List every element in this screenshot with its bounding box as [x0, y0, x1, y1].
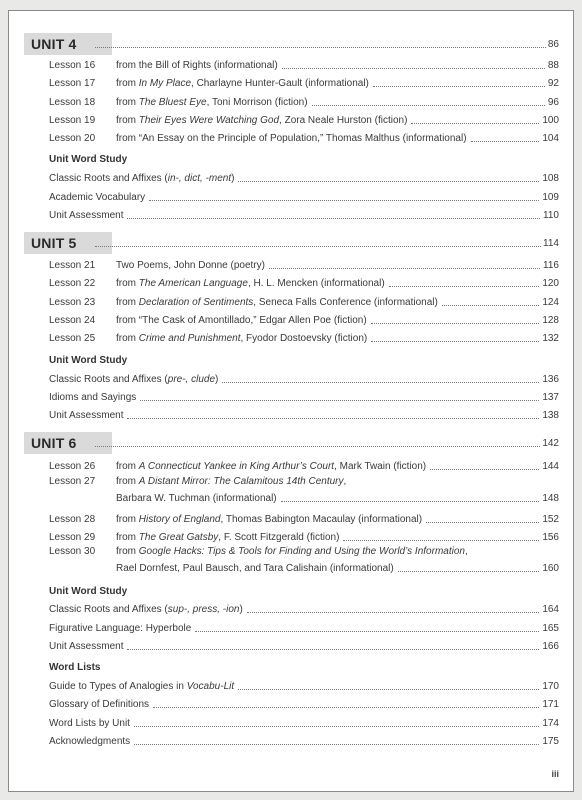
toc-entry-word-study: [49, 622, 559, 635]
lesson-title: from The Bluest Eye, Toni Morrison (fiction): [116, 97, 308, 108]
page-number: 92: [547, 78, 559, 89]
page-number: 152: [542, 514, 559, 525]
page-number: 120: [542, 278, 559, 289]
toc-entry-word-study: [49, 191, 559, 204]
entry-title: Idioms and Sayings: [49, 392, 137, 403]
unit-title: UNIT 5: [31, 235, 77, 251]
lesson-number: Lesson 22: [49, 278, 96, 289]
toc-entry-lesson-16: [49, 59, 559, 72]
entry-title: Unit Assessment: [49, 210, 124, 221]
page-number: 114: [543, 237, 559, 249]
page-number: 170: [542, 681, 559, 692]
dot-leader: [430, 469, 539, 470]
page-number: 175: [542, 736, 559, 747]
toc-entry-lesson-22: [49, 277, 559, 290]
toc-entry-lesson-24: [49, 314, 559, 327]
dot-leader: [471, 141, 540, 142]
entry-title: Word Lists by Unit: [49, 718, 130, 729]
dot-leader: [195, 631, 539, 632]
toc-page: [8, 10, 574, 792]
toc-entry-lesson-18: [49, 96, 559, 109]
entry-title: Classic Roots and Affixes (sup-, press, -ion): [49, 604, 243, 615]
dot-leader: [153, 707, 539, 708]
toc-entry-word-study: [49, 409, 559, 422]
toc-entry-word-study: [49, 391, 559, 404]
lesson-title: from “The Cask of Amontillado,” Edgar Allen Poe (fiction): [116, 315, 367, 326]
entry-title: Glossary of Definitions: [49, 699, 150, 710]
dot-leader: [134, 744, 539, 745]
dot-leader: [281, 501, 540, 502]
toc-entry-word-study: [49, 172, 559, 185]
lesson-title: from In My Place, Charlayne Hunter-Gault (informational): [116, 78, 369, 89]
unit-6-header: [24, 432, 559, 454]
dot-leader: [269, 268, 540, 269]
dot-leader: [282, 68, 545, 69]
toc-entry-lesson-30: [49, 546, 559, 575]
page-number: 171: [542, 699, 559, 710]
page-number: 148: [542, 493, 559, 504]
page-number: 156: [542, 532, 559, 543]
entry-title: Acknowledgments: [49, 736, 131, 747]
lesson-number: Lesson 30: [49, 546, 96, 557]
toc-entry-word-list: [49, 717, 559, 730]
dot-leader: [398, 571, 540, 572]
entry-title: Academic Vocabulary: [49, 192, 146, 203]
dot-leader: [389, 286, 540, 287]
page-number: 166: [542, 641, 559, 652]
dot-leader: [238, 181, 539, 182]
page-number: 96: [547, 97, 559, 108]
lesson-title-line-2: Barbara W. Tuchman (informational): [116, 493, 277, 504]
dot-leader: [343, 540, 539, 541]
page-number: 137: [542, 392, 559, 403]
page-number: 109: [542, 192, 559, 203]
entry-title: Classic Roots and Affixes (pre-, clude): [49, 374, 219, 385]
page-number: 165: [542, 623, 559, 634]
page-number: 174: [542, 718, 559, 729]
folio-page-number: iii: [551, 769, 559, 779]
lesson-title: from Declaration of Sentiments, Seneca Falls Conference (informational): [116, 297, 438, 308]
lesson-number: Lesson 27: [49, 476, 96, 487]
toc-entry-word-study: [49, 209, 559, 222]
toc-entry-lesson-20: [49, 132, 559, 145]
page-number: 88: [547, 60, 559, 71]
page-number: 110: [543, 210, 559, 221]
toc-entry-word-list: [49, 735, 559, 748]
page-number: 138: [542, 410, 559, 421]
page-number: 160: [542, 563, 559, 574]
toc-entry-lesson-29: [49, 531, 559, 544]
unit-5-header: [24, 232, 559, 254]
dot-leader: [140, 400, 539, 401]
toc-entry-lesson-19: [49, 114, 559, 127]
dot-leader: [127, 418, 539, 419]
lesson-title: from The American Language, H. L. Mencken (informational): [116, 278, 385, 289]
page-number: 86: [547, 38, 559, 50]
section-heading-word-study: Unit Word Study: [49, 586, 128, 597]
dot-leader: [134, 726, 539, 727]
lesson-title-line-1: from Google Hacks: Tips & Tools for Finding and Using the World’s Information,: [116, 546, 468, 557]
lesson-number: Lesson 19: [49, 115, 96, 126]
lesson-number: Lesson 29: [49, 532, 96, 543]
toc-entry-word-study: [49, 373, 559, 386]
page-number: 144: [542, 461, 559, 472]
lesson-title-line-1: from A Distant Mirror: The Calamitous 14th Century,: [116, 476, 347, 487]
lesson-title: from History of England, Thomas Babington Macaulay (informational): [116, 514, 423, 525]
toc-entry-word-list: [49, 680, 559, 693]
dot-leader: [373, 86, 545, 87]
unit-4-header: [24, 33, 559, 55]
dot-leader: [238, 689, 539, 690]
section-heading-word-lists: Word Lists: [49, 662, 101, 673]
lesson-number: Lesson 24: [49, 315, 96, 326]
toc-entry-lesson-23: [49, 296, 559, 309]
lesson-title: from Crime and Punishment, Fyodor Dostoevsky (fiction): [116, 333, 368, 344]
unit-title: UNIT 4: [31, 36, 77, 52]
toc-entry-lesson-26: [49, 460, 559, 473]
lesson-title: from The Great Gatsby, F. Scott Fitzgerald (fiction): [116, 532, 340, 543]
toc-entry-lesson-21: [49, 259, 559, 272]
dot-leader: [95, 446, 541, 447]
dot-leader: [222, 382, 539, 383]
entry-title: Guide to Types of Analogies in Vocabu-Lit: [49, 681, 235, 692]
page-number: 128: [542, 315, 559, 326]
dot-leader: [127, 649, 539, 650]
page-number: 116: [543, 260, 559, 271]
page-number: 142: [542, 437, 559, 449]
page-number: 132: [542, 333, 559, 344]
dot-leader: [95, 47, 546, 48]
dot-leader: [411, 123, 539, 124]
page-number: 104: [542, 133, 559, 144]
lesson-number: Lesson 28: [49, 514, 96, 525]
dot-leader: [149, 200, 539, 201]
section-heading-word-study: Unit Word Study: [49, 355, 128, 366]
toc-entry-lesson-25: [49, 332, 559, 345]
section-heading-word-study: Unit Word Study: [49, 154, 128, 165]
entry-title: Classic Roots and Affixes (in-, dict, -ment): [49, 173, 235, 184]
lesson-title: from A Connecticut Yankee in King Arthur’s Court, Mark Twain (fiction): [116, 461, 427, 472]
entry-title: Figurative Language: Hyperbole: [49, 623, 192, 634]
unit-title: UNIT 6: [31, 435, 77, 451]
entry-title: Unit Assessment: [49, 410, 124, 421]
toc-entry-lesson-17: [49, 77, 559, 90]
toc-entry-lesson-27: [49, 476, 559, 505]
lesson-title: from “An Essay on the Principle of Population,” Thomas Malthus (informational): [116, 133, 467, 144]
lesson-number: Lesson 23: [49, 297, 96, 308]
dot-leader: [95, 246, 542, 247]
lesson-number: Lesson 20: [49, 133, 96, 144]
toc-entry-word-list: [49, 698, 559, 711]
lesson-number: Lesson 21: [49, 260, 96, 271]
dot-leader: [127, 218, 540, 219]
lesson-number: Lesson 26: [49, 461, 96, 472]
page-number: 164: [542, 604, 559, 615]
page-number: 100: [542, 115, 559, 126]
dot-leader: [371, 341, 539, 342]
toc-entry-word-study: [49, 603, 559, 616]
page-number: 108: [542, 173, 559, 184]
lesson-title-line-2: Rael Dornfest, Paul Bausch, and Tara Calishain (informational): [116, 563, 394, 574]
entry-title: Unit Assessment: [49, 641, 124, 652]
lesson-number: Lesson 18: [49, 97, 96, 108]
lesson-number: Lesson 17: [49, 78, 96, 89]
lesson-title: from Their Eyes Were Watching God, Zora Neale Hurston (fiction): [116, 115, 408, 126]
page-number: 136: [542, 374, 559, 385]
lesson-number: Lesson 16: [49, 60, 96, 71]
dot-leader: [247, 612, 540, 613]
page-number: 124: [542, 297, 559, 308]
toc-entry-word-study: [49, 640, 559, 653]
toc-entry-lesson-28: [49, 513, 559, 526]
dot-leader: [442, 305, 539, 306]
lesson-title: Two Poems, John Donne (poetry): [116, 260, 265, 271]
dot-leader: [371, 323, 540, 324]
dot-leader: [312, 105, 545, 106]
dot-leader: [426, 522, 539, 523]
lesson-title: from the Bill of Rights (informational): [116, 60, 278, 71]
lesson-number: Lesson 25: [49, 333, 96, 344]
